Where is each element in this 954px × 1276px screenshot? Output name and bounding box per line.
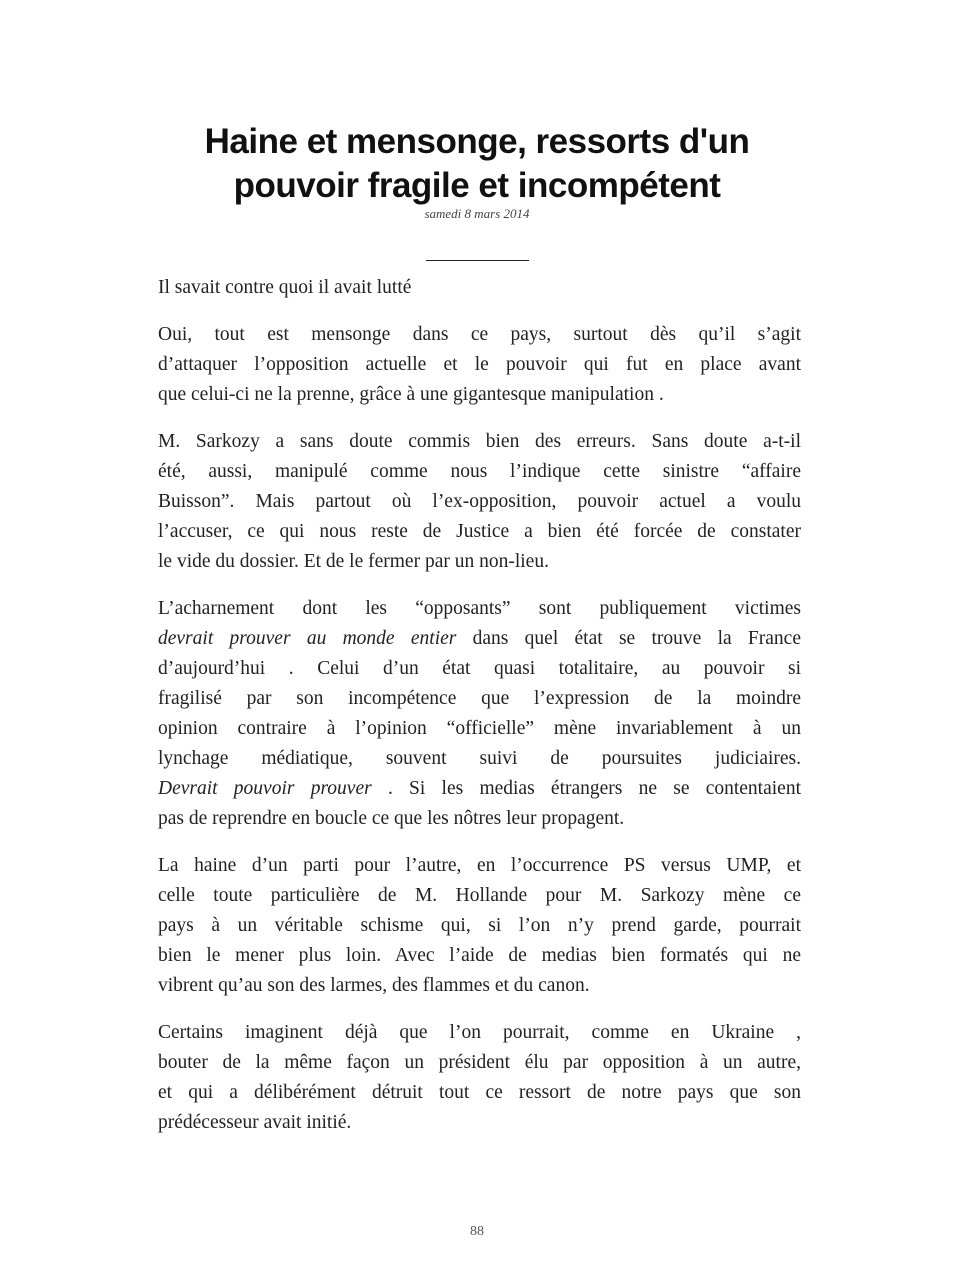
- text-segment: bien le mener plus loin. Avec l’aide de medias bien formatés qui ne: [158, 945, 801, 966]
- title-line: pouvoir fragile et incompétent: [233, 166, 721, 205]
- text-line: [158, 350, 801, 380]
- text-segment: lynchage médiatique, souvent suivi de poursuites judiciaires.: [158, 748, 801, 769]
- text-line: [158, 971, 801, 1001]
- text-segment: d’aujourd’hui . Celui d’un état quasi totalitaire, au pouvoir si: [158, 658, 801, 679]
- text-segment: l’accuser, ce qui nous reste de Justice a bien été forcée de constater: [158, 521, 801, 542]
- text-line: [158, 941, 801, 971]
- text-line: [158, 594, 801, 624]
- text-segment: Certains imaginent déjà que l’on pourrait, comme en Ukraine ,: [158, 1022, 801, 1043]
- text-segment: dans quel état se trouve la France: [456, 628, 801, 649]
- text-segment: opinion contraire à l’opinion “officielle” mène invariablement à un: [158, 718, 801, 739]
- text-line: [158, 517, 801, 547]
- text-segment: prédécesseur avait initié.: [158, 1112, 352, 1133]
- text-line: [158, 547, 801, 577]
- text-line: [158, 1078, 801, 1108]
- text-segment: . Si les medias étrangers ne se contentaient: [371, 778, 802, 799]
- text-segment: Il savait contre quoi il avait lutté: [158, 277, 412, 298]
- text-segment: pas de reprendre en boucle ce que les nôtres leur propagent.: [158, 808, 625, 829]
- italic-text: Devrait pouvoir prouver: [158, 778, 372, 799]
- text-line: [158, 427, 801, 457]
- text-line: [158, 487, 801, 517]
- text-line: [158, 714, 801, 744]
- paragraph: [158, 594, 801, 834]
- text-line: [158, 744, 801, 774]
- italic-text: devrait prouver au monde entier: [158, 628, 457, 649]
- page-number: 88: [470, 1224, 484, 1239]
- text-line: [158, 1018, 801, 1048]
- text-segment: L’acharnement dont les “opposants” sont publiquement victimes: [158, 598, 801, 619]
- text-line: [158, 774, 801, 804]
- text-line: [158, 881, 801, 911]
- text-segment: celle toute particulière de M. Hollande pour M. Sarkozy mène ce: [158, 885, 801, 906]
- text-segment: pays à un véritable schisme qui, si l’on n’y prend garde, pourrait: [158, 915, 801, 936]
- text-segment: fragilisé par son incompétence que l’expression de la moindre: [158, 688, 801, 709]
- text-segment: que celui-ci ne la prenne, grâce à une gigantesque manipulation .: [158, 384, 664, 405]
- paragraph: [158, 851, 801, 1001]
- text-line: [158, 1048, 801, 1078]
- text-line: [158, 804, 801, 834]
- text-line: [158, 1108, 801, 1138]
- article-date: samedi 8 mars 2014: [424, 206, 530, 221]
- text-line: [158, 851, 801, 881]
- text-segment: Oui, tout est mensonge dans ce pays, surtout dès qu’il s’agit: [158, 324, 801, 345]
- text-line: [158, 273, 801, 303]
- text-segment: vibrent qu’au son des larmes, des flammes et du canon.: [158, 975, 590, 996]
- paragraph: [158, 1018, 801, 1138]
- text-line: [158, 320, 801, 350]
- text-segment: été, aussi, manipulé comme nous l’indique cette sinistre “affaire: [158, 461, 801, 482]
- text-segment: bouter de la même façon un président élu par opposition à un autre,: [158, 1052, 801, 1073]
- text-line: [158, 380, 801, 410]
- text-line: [158, 457, 801, 487]
- text-segment: Buisson”. Mais partout où l’ex-opposition, pouvoir actuel a voulu: [158, 491, 801, 512]
- text-segment: La haine d’un parti pour l’autre, en l’occurrence PS versus UMP, et: [158, 855, 801, 876]
- text-segment: et qui a délibérément détruit tout ce ressort de notre pays que son: [158, 1082, 801, 1103]
- text-line: [158, 684, 801, 714]
- text-line: [158, 624, 801, 654]
- article-title: [0, 120, 954, 208]
- text-line: [158, 911, 801, 941]
- text-segment: M. Sarkozy a sans doute commis bien des erreurs. Sans doute a-t-il: [158, 431, 801, 452]
- paragraph: [158, 273, 801, 303]
- separator-rule: [426, 260, 529, 261]
- text-segment: d’attaquer l’opposition actuelle et le pouvoir qui fut en place avant: [158, 354, 801, 375]
- paragraph: [158, 427, 801, 577]
- text-segment: le vide du dossier. Et de le fermer par un non-lieu.: [158, 551, 549, 572]
- title-line: Haine et mensonge, ressorts d'un: [204, 122, 750, 161]
- text-line: [158, 654, 801, 684]
- article-body: [158, 273, 801, 1155]
- paragraph: [158, 320, 801, 410]
